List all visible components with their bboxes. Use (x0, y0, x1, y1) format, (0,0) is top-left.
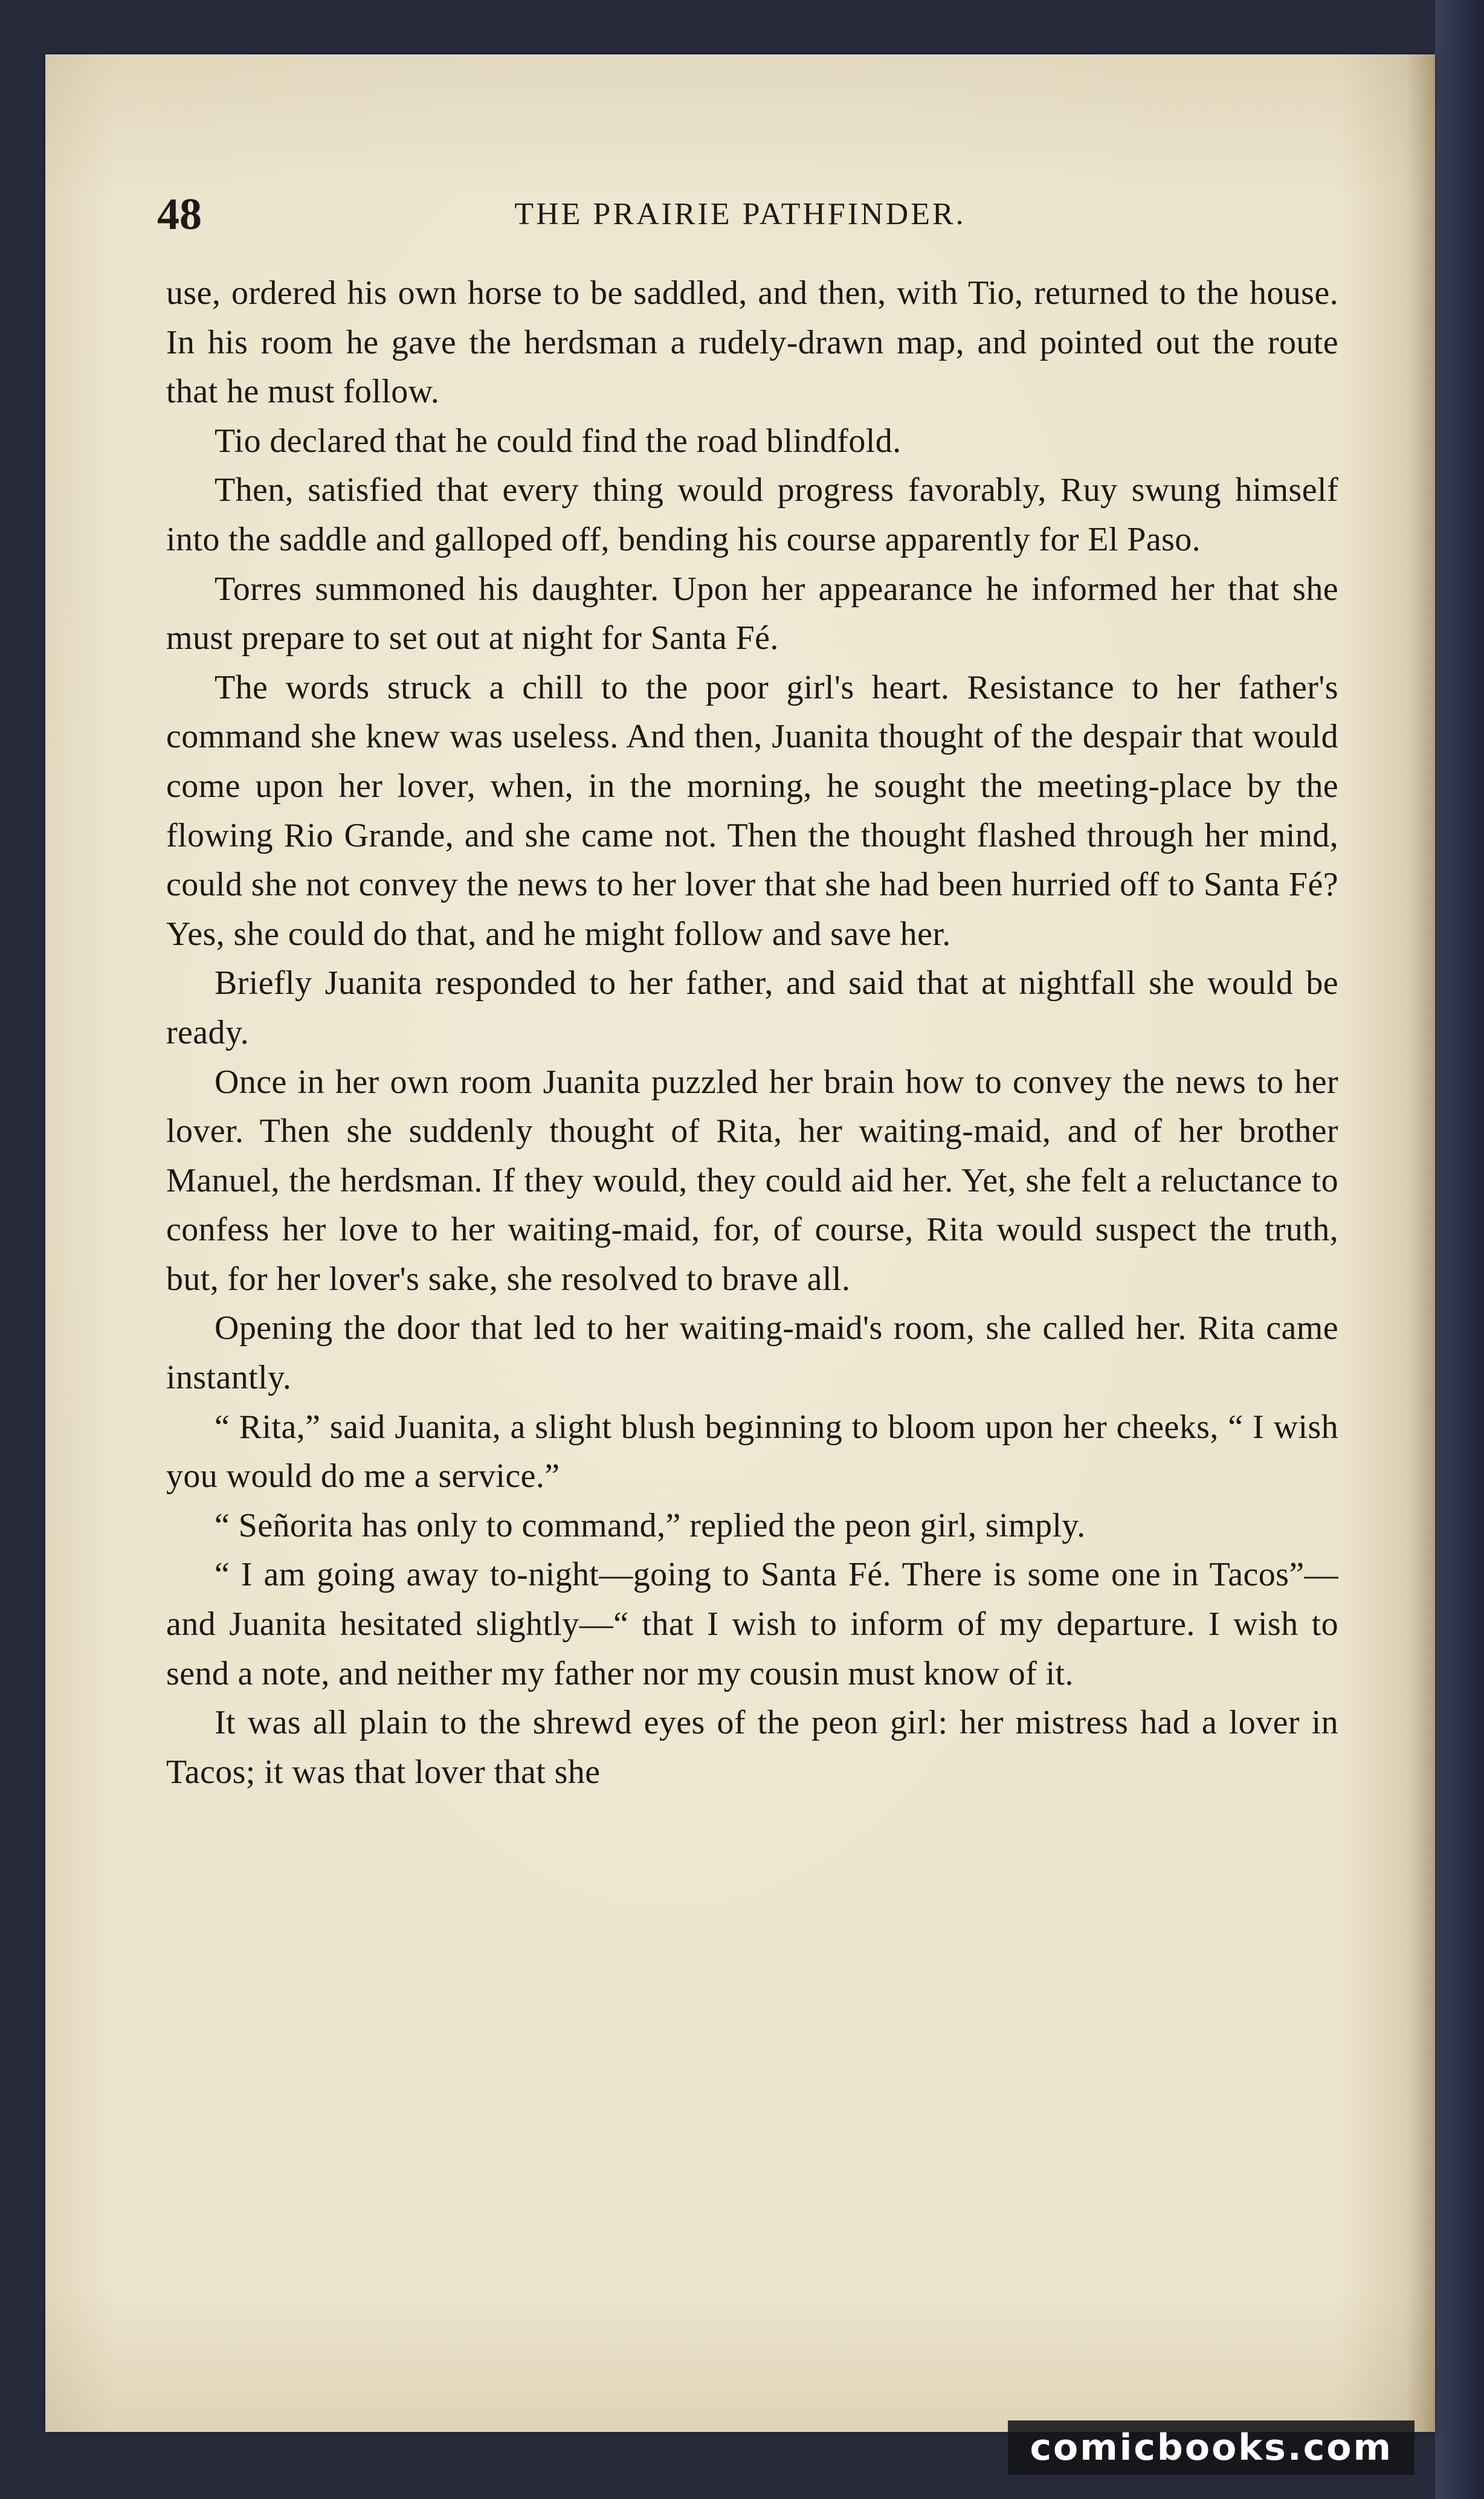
paragraph: “ I am going away to-night—going to Santa Fé. There is some one in Tacos”—and Juanita hesitated slightly—“ that I wish to inform of my departure. I wish to send a note, and neither my father nor my cousin must know of it. (166, 1556, 1338, 1692)
paragraph: Tio declared that he could find the road blindfold. (215, 422, 902, 460)
paragraph: Torres summoned his daughter. Upon her appearance he informed her that she must prepare to set out at night for Santa Fé. (166, 570, 1338, 657)
paragraph: “ Señorita has only to command,” replied the peon girl, simply. (215, 1506, 1086, 1544)
paragraph: The words struck a chill to the poor girl's heart. Resistance to her father's command she knew was useless. And then, Juanita thought of the despair that would come upon her lover, when, in the morning, he sought the meeting-place by the flowing Rio Grande, and she came not. Then the thought flashed through her mind, could she not convey the news to her lover that she had been hurried off to Santa Fé? Yes, she could do that, and he might follow and save her. (166, 668, 1338, 953)
background-binding (1435, 0, 1484, 2499)
page-edge-shadow (1406, 54, 1435, 2432)
paragraph: “ Rita,” said Juanita, a slight blush beginning to bloom upon her cheeks, “ I wish you would do me a service.” (166, 1408, 1338, 1495)
paragraph: It was all plain to the shrewd eyes of the peon girl: her mistress had a lover in Tacos; it was that lover that she (166, 1704, 1338, 1791)
running-title: THE PRAIRIE PATHFINDER. (514, 197, 966, 231)
paragraph: use, ordered his own horse to be saddled, and then, with Tio, returned to the house. In his room he gave the herdsman a rudely-drawn map, and pointed out the route that he must follow. (166, 274, 1338, 411)
page-number: 48 (157, 190, 202, 239)
body-text (166, 269, 1338, 1797)
running-head (115, 181, 1366, 248)
paragraph: Once in her own room Juanita puzzled her brain how to convey the news to her lover. Then she suddenly thought of Rita, her waiting-maid, and of her brother Manuel, the herdsman. If they would, they could aid her. Yet, she felt a reluctance to confess her love to her waiting-maid, for, of course, Rita would suspect the truth, but, for her lover's sake, she resolved to brave all. (166, 1063, 1338, 1298)
paragraph: Briefly Juanita responded to her father, and said that at nightfall she would be ready. (166, 964, 1338, 1051)
site-watermark: comicbooks.com (1008, 2420, 1415, 2475)
paragraph: Opening the door that led to her waiting-maid's room, she called her. Rita came instantly. (166, 1309, 1338, 1397)
paragraph: Then, satisfied that every thing would progress favorably, Ruy swung himself into the saddle and galloped off, bending his course apparently for El Paso. (166, 471, 1338, 558)
